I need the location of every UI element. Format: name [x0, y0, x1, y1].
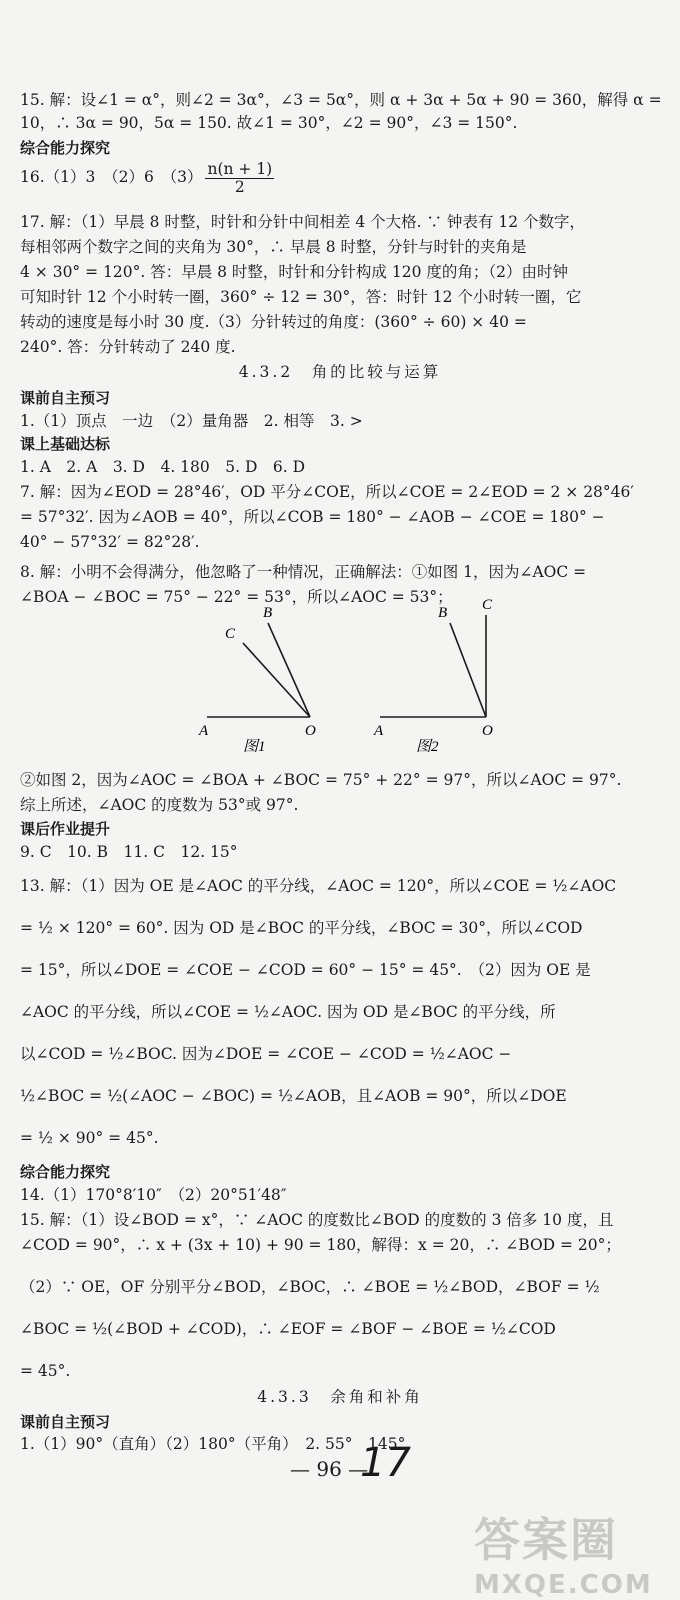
figure-1	[195, 595, 335, 760]
section-heading: 课后作业提升	[20, 820, 111, 838]
text-line: （2）∵ OE，OF 分别平分∠BOD，∠BOC，∴ ∠BOE = ½∠BOD，∠BOF = ½	[20, 1278, 600, 1296]
watermark-url: MXQE.COM	[474, 1570, 653, 1600]
text-line: 转动的速度是每小时 30 度.（3）分针转过的角度：(360° ÷ 60) × 40 =	[20, 313, 527, 331]
text-line: ∠AOC 的平分线，所以∠COE = ½∠AOC. 因为 OD 是∠BOC 的平分线，所	[20, 1003, 556, 1021]
label-b: B	[438, 605, 448, 621]
watermark-text: 答案圈	[474, 1513, 618, 1567]
ray-ob	[268, 623, 310, 717]
text-line: 可知时针 12 个小时转一圈，360° ÷ 12 = 30°，答：时针 12 个小时转一圈，它	[20, 288, 582, 306]
label-a: A	[374, 723, 384, 739]
section-heading: 综合能力探究	[20, 139, 111, 157]
text-line: ∠BOC = ½(∠BOD + ∠COD)，∴ ∠EOF = ∠BOF − ∠BOE = ½∠COD	[20, 1320, 556, 1338]
section-heading: 课前自主预习	[20, 389, 111, 407]
label-b: B	[263, 605, 273, 621]
text-line: 13. 解：（1）因为 OE 是∠AOC 的平分线，∠AOC = 120°，所以∠COE = ½∠AOC	[20, 877, 617, 895]
fraction-denominator: 2	[234, 177, 245, 194]
section-title: 4.3.3 余角和补角	[257, 1388, 423, 1406]
figure-2	[368, 595, 508, 760]
ray-oc	[243, 643, 310, 717]
text-line: = ½ × 90° = 45°.	[20, 1129, 159, 1147]
figure-caption: 图1	[243, 739, 266, 755]
text-line: = 15°，所以∠DOE = ∠COE − ∠COD = 60° − 15° = 45°. （2）因为 OE 是	[20, 961, 591, 979]
text-line: 每相邻两个数字之间的夹角为 30°，∴ 早晨 8 时整，分针与时针的夹角是	[20, 238, 527, 256]
section-heading: 综合能力探究	[20, 1163, 111, 1181]
text-line: 9. C 10. B 11. C 12. 15°	[20, 843, 238, 861]
label-c: C	[482, 597, 493, 613]
fraction	[205, 161, 274, 195]
section-title: 4.3.2 角的比较与运算	[238, 363, 442, 381]
handwritten-number: 17	[360, 1440, 411, 1486]
ray-ob	[450, 623, 486, 717]
text-line: 1.（1）顶点 一边 （2）量角器 2. 相等 3. >	[20, 412, 363, 430]
text-line: 15. 解：设∠1 = α°，则∠2 = 3α°，∠3 = 5α°，则 α + 3α + 5α + 90 = 360，解得 α =	[20, 91, 662, 109]
label-c: C	[225, 626, 236, 642]
text-line: = 57°32′. 因为∠AOB = 40°，所以∠COB = 180° − ∠AOB − ∠COE = 180° −	[20, 508, 605, 526]
label-a: A	[199, 723, 209, 739]
text-line: 240°. 答：分针转动了 240 度.	[20, 338, 236, 356]
page-number: — 96 —	[290, 1457, 369, 1481]
text-line: 综上所述，∠AOC 的度数为 53°或 97°.	[20, 796, 299, 814]
watermark-logo	[474, 1504, 674, 1600]
text-line: 4 × 30° = 120°. 答：早晨 8 时整，时针和分针构成 120 度的角；（2）由时钟	[20, 263, 568, 281]
text-line: ½∠BOC = ½(∠AOC − ∠BOC) = ½∠AOB，且∠AOB = 90°，所以∠DOE	[20, 1087, 567, 1105]
text-line: 10，∴ 3α = 90，5α = 150. 故∠1 = 30°，∠2 = 90°，∠3 = 150°.	[20, 114, 518, 132]
text-line: ∠COD = 90°，∴ x + (3x + 10) + 90 = 180，解得：x = 20，∴ ∠BOD = 20°；	[20, 1236, 621, 1254]
text-line: ②如图 2，因为∠AOC = ∠BOA + ∠BOC = 75° + 22° = 97°，所以∠AOC = 97°.	[20, 771, 622, 789]
text-line: 1. A 2. A 3. D 4. 180 5. D 6. D	[20, 458, 306, 476]
label-o: O	[482, 723, 493, 739]
figure-caption: 图2	[416, 739, 439, 755]
label-o: O	[305, 723, 316, 739]
section-heading: 课上基础达标	[20, 435, 111, 453]
text-line	[20, 160, 662, 194]
text-line: 1.（1）90°（直角）（2）180°（平角） 2. 55° 145°	[20, 1435, 406, 1453]
text-line: 15. 解：（1）设∠BOD = x°，∵ ∠AOC 的度数比∠BOD 的度数的 3 倍多 10 度，且	[20, 1211, 614, 1229]
text-line: 以∠COD = ½∠BOC. 因为∠DOE = ∠COE − ∠COD = ½∠AOC −	[20, 1045, 512, 1063]
text-line: 8. 解：小明不会得满分，他忽略了一种情况，正确解法：①如图 1，因为∠AOC =	[20, 563, 587, 581]
q16-answers: 16.（1）3 （2）6 （3）	[20, 168, 203, 186]
text-line: ∠BOA − ∠BOC = 75° − 22° = 53°，所以∠AOC = 53°；	[20, 588, 453, 606]
text-line: 17. 解：（1）早晨 8 时整，时针和分针中间相差 4 个大格. ∵ 钟表有 12 个数字，	[20, 213, 585, 231]
text-line: = ½ × 120° = 60°. 因为 OD 是∠BOC 的平分线，∠BOC = 30°，所以∠COD	[20, 919, 583, 937]
text-line: 14.（1）170°8′10″ （2）20°51′48″	[20, 1186, 287, 1204]
fraction-numerator: n(n + 1)	[207, 160, 273, 178]
text-line: 7. 解：因为∠EOD = 28°46′，OD 平分∠COE，所以∠COE = 2∠EOD = 2 × 28°46′	[20, 483, 634, 501]
text-line: 40° − 57°32′ = 82°28′.	[20, 533, 200, 551]
section-heading: 课前自主预习	[20, 1413, 111, 1431]
text-line: = 45°.	[20, 1362, 71, 1380]
